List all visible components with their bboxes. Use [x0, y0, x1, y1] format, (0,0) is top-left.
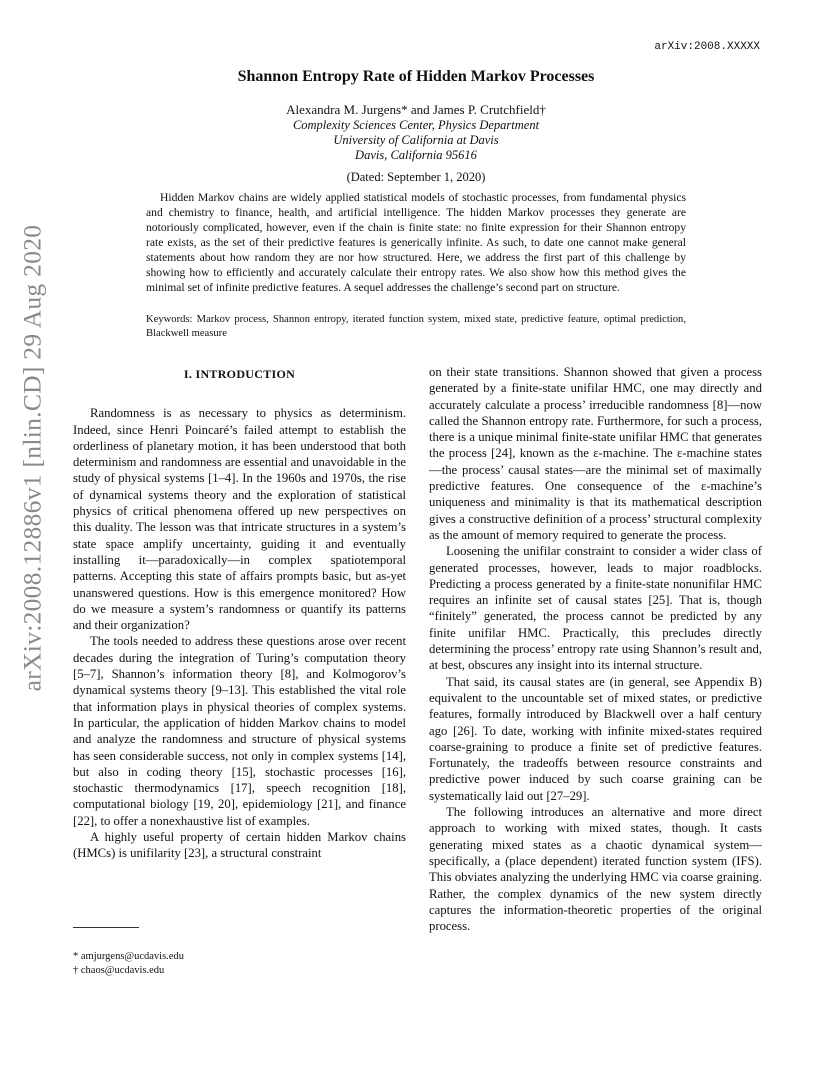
keywords: Keywords: Markov process, Shannon entropy, iterated function system, mixed state, predictive feature, optimal prediction, Blackwell measure: [146, 314, 686, 339]
body-paragraph: The tools needed to address these questions arose over recent decades during the integration of Turing’s computation theory [5–7], Shannon’s information theory [8], and Kolmogorov’s dynamical systems theory [9–13]. This established the vital role that information plays in physical theories of complex systems. In particular, the application of hidden Markov chains to model and analyze the randomness and structure of physical systems has seen considerable success, not only in complex systems [14], but also in coding theory [15], stochastic processes [16], stochastic thermodynamics [17], speech recognition [18], computational biology [19, 20], epidemiology [21], and finance [22], to offer a nonexhaustive list of examples.: [73, 634, 406, 828]
paper-header: [100, 68, 732, 185]
footnote-divider: [73, 927, 139, 928]
abstract: Hidden Markov chains are widely applied statistical models of stochastic processes, from fundamental physics and chemistry to finance, health, and artificial intelligence. The hidden Markov processes they generate are notoriously complicated, however, even if the chain is finite state: no finite expression for their Shannon entropy rate exists, as the set of their predictive features is generically infinite. As such, to date one cannot make general statements about how random they are nor how structured. Here, we address the first part of this challenge by showing how to efficiently and accurately calculate their entropy rates. We also show how this method gives the minimal set of infinite predictive features. A sequel addresses the challenge’s second part on structure.: [146, 191, 686, 295]
footnote-email: * amjurgens@ucdavis.edu: [73, 951, 184, 962]
author-list: Alexandra M. Jurgens* and James P. Crutchfield†: [286, 102, 546, 117]
footnotes: [73, 950, 184, 977]
date-line: (Dated: September 1, 2020): [346, 170, 486, 184]
affiliation-line: University of California at Davis: [333, 133, 499, 147]
section-heading: I. INTRODUCTION: [183, 367, 296, 381]
footnote-email: † chaos@ucdavis.edu: [73, 964, 165, 976]
right-column: [429, 364, 762, 934]
arxiv-sidebar-stamp: [2, 224, 62, 692]
affiliation: [100, 118, 732, 163]
body-paragraph: Loosening the unifilar constraint to consider a wider class of generated processes, however, leads to major roadblocks. Predicting a process generated by a finite-state nonunifilar HMC requires an infinite set of causal states [25]. That is, though “finitely” generated, the process cannot be predicted by any finite unifilar HMC. Practically, this precludes directly determining the process’ entropy rate using Shannon’s result and, at best, obscures any insight into its internal structure.: [429, 544, 762, 673]
affiliation-line: Complexity Sciences Center, Physics Department: [292, 118, 540, 132]
body-paragraph: on their state transitions. Shannon showed that given a process generated by a finite-state unifilar HMC, one may directly and accurately calculate a process’ irreducible randomness [8]—now called the Shannon entropy rate. Furthermore, for such a process, there is a unique minimal finite-state unifilar HMC that generates the process [24], known as the ε-machine. The ε-machine states—the process’ causal states—are the minimal set of maximally predictive features. One consequence of the ε-machine’s uniqueness and minimality is that its mathematical description gives a constructive definition of a process’ structural complexity as the amount of memory required to generate the process.: [429, 365, 762, 542]
body-paragraph: The following introduces an alternative and more direct approach to working with mixed states, though. It casts generating mixed states as a chaotic dynamical system—specifically, a (place dependent) iterated function system (IFS). This obviates analyzing the underlying HMC via coarse graining. Rather, the complex dynamics of the new system directly captures the information-theoretic properties of the original process.: [429, 805, 762, 934]
left-column: [73, 364, 406, 862]
paper-title: Shannon Entropy Rate of Hidden Markov Processes: [237, 68, 595, 85]
body-paragraph: Randomness is as necessary to physics as determinism. Indeed, since Henri Poincaré’s failed attempt to establish the orderliness of planetary motion, it has been understood that both determinism and randomness are essential and unavoidable in the study of physical systems [1–4]. In the 1960s and 1970s, the rise of dynamical systems theory and the exploration of statistical physics of critical phenomena offered up new perspectives on this duality. The lesson was that intricate structures in a system’s state space amplify uncertainty, guiding it and eventually installing it—paradoxically—in complex spatiotemporal patterns. Accepting this state of affairs prompts basic, but as-yet unanswered questions. How is this emergence monitored? How do we measure a system’s randomness or quantify its patterns and their organization?: [73, 406, 406, 633]
body-paragraph: That said, its causal states are (in general, see Appendix B) equivalent to the uncountable set of mixed states, or predictive features, formally introduced by Blackwell over a half century ago [26]. To date, working with infinite mixed-states required coarse-graining to produce a finite set of predictive features. Fortunately, the tradeoffs between resource constraints and predictive power induced by such coarse graining can be systematically laid out [27–29].: [429, 674, 762, 803]
arxiv-identifier: arXiv:2008.XXXXX: [654, 41, 760, 53]
affiliation-line: Davis, California 95616: [355, 148, 477, 162]
body-paragraph: A highly useful property of certain hidden Markov chains (HMCs) is unifilarity [23], a structural constraint: [73, 830, 406, 861]
arxiv-sidebar-text: arXiv:2008.12886v1 [nlin.CD] 29 Aug 2020: [17, 224, 47, 692]
